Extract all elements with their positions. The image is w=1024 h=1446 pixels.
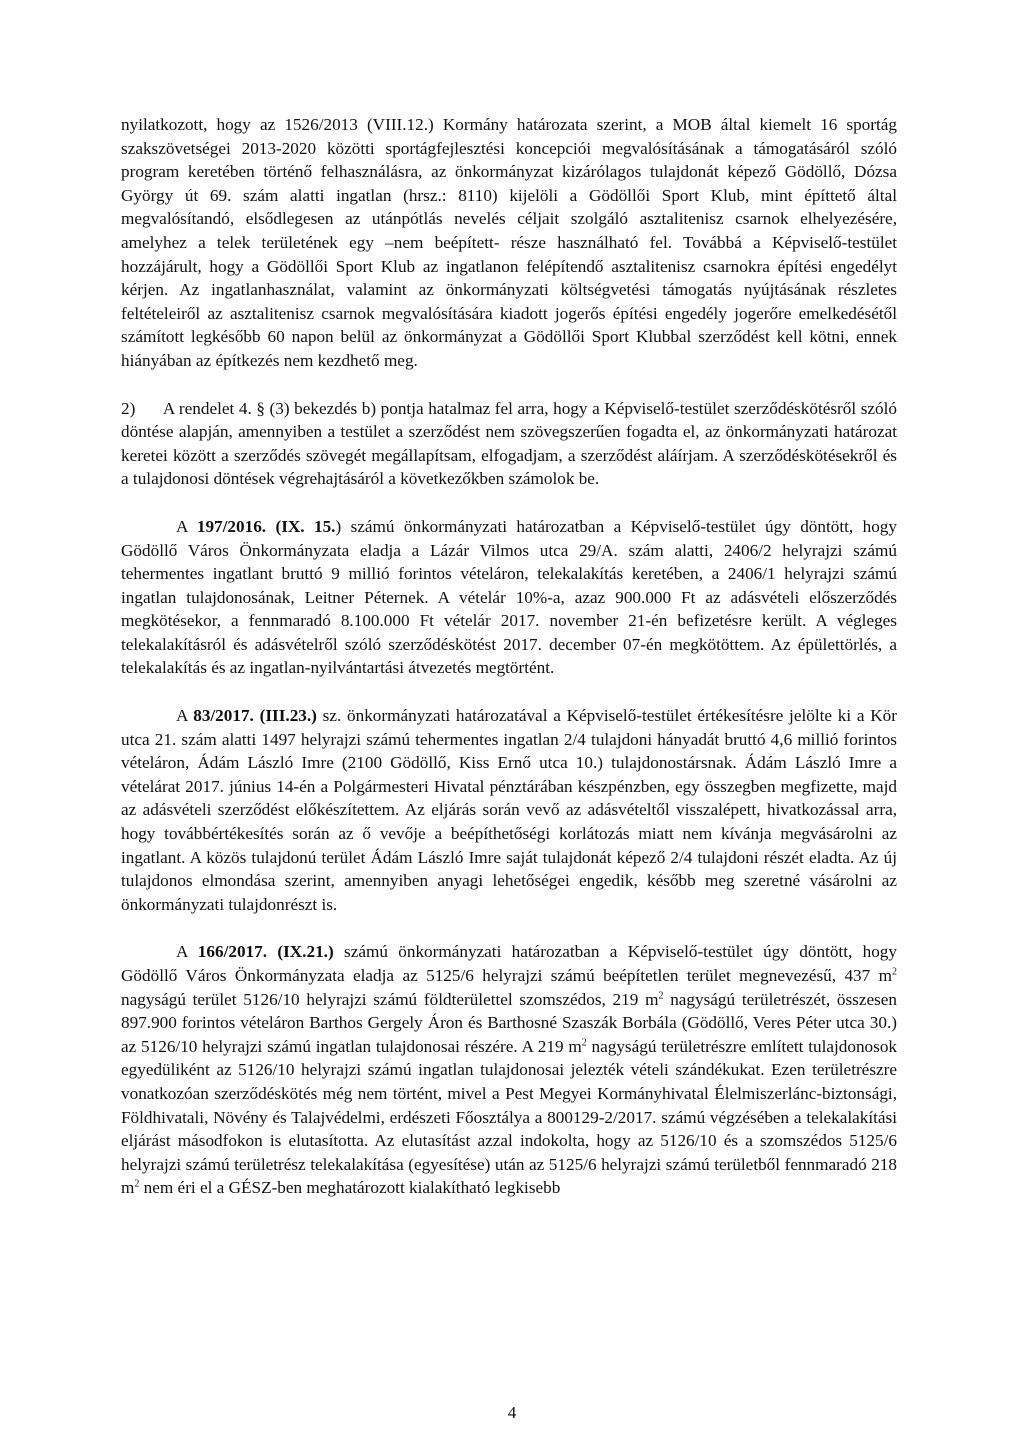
paragraph-decision-83 [121,704,897,916]
paragraph-gap [121,491,897,515]
paragraph-decision-197 [121,515,897,680]
decision-text-a: számú önkormányzati határozatban a Képviselő-testület úgy döntött, hogy Gödöllő Város Önkormányzata eladja az 5125/6 helyrajzi számú beépítetlen terület megnevezésű, 437 m [121,942,897,985]
superscript: 2 [581,1037,587,1049]
decision-lead: A [176,516,197,536]
decision-text-c: nagyságú területrészét, összesen 897.900 forintos vételáron Barthos Gergely Áron és Barthosné Szaszák Borbála (Gödöllő, Veres Péter utca 30.) az 5126/10 helyrajzi számú ingatlan tulajdonosai részére. A 219 m [121,989,898,1056]
paragraph-gap [121,373,897,397]
item-text: A rendelet 4. § (3) bekezdés b) pontja hatalmaz fel arra, hogy a Képviselő-testület szerződéskötésről szóló döntése alapján, amennyiben a testület a szerződést nem szövegszerűen fogadta el, az önkormányzati határozat keretei között a szerződés szövegét megállapítsam, elfogadjam, a szerződést aláírjam. A szerződéskötésekről és a tulajdonosi döntések végrehajtásáról a következőkben számolok be. [121,398,897,489]
paragraph-decision-166 [121,940,897,1200]
superscript: 2 [134,1178,140,1190]
decision-number: 197/2016. (IX. 15. [196,516,336,536]
decision-number: 166/2017. (IX.21.) [197,942,334,962]
page-number: 4 [507,1403,517,1422]
decision-text: ) számú önkormányzati határozatban a Képviselő-testület úgy döntött, hogy Gödöllő Város Önkormányzata eladja a Lázár Vilmos utca 29/A. szám alatti, 2406/2 helyrajzi számú tehermentes ingatlant bruttó 9 millió forintos vételáron, telekalakítás keretében, a 2406/1 helyrajzi számú ingatlan tulajdonosának, Leitner Péternek. A vételár 10%-a, azaz 900.000 Ft az adásvételi előszerződés megkötésekor, a fennmaradó 8.100.000 Ft vételár 2017. november 21-én befizetésre került. A végleges telekalakításról és adásvételről szóló szerződéskötést 2017. december 07-én megkötöttem. Az épülettörlés, a telekalakítás és az ingatlan-nyilvántartási átvezetés megtörtént. [121,516,897,678]
decision-number: 83/2017. (III.23.) [193,706,317,726]
paragraph-gap [121,680,897,704]
document-page [121,113,897,1200]
decision-text-b: nagyságú terület 5126/10 helyrajzi számú földterülettel szomszédos, 219 m [121,989,659,1009]
item-number: 2) [121,398,136,418]
decision-lead: A [176,942,198,962]
paragraph-item-2 [121,397,897,491]
decision-text-d: nagyságú területrészre említett tulajdonosok egyedüliként az 5126/10 helyrajzi számú ingatlan tulajdonosai jelezték vételi szándékukat. Ezen területrészre vonatkozóan szerződéskötés még nem történt, mivel a Pest Megyei Kormányhivatal Élelmiszerlánc-biztonsági, Földhivatali, Növény és Talajvédelmi, erdészeti Főosztálya a 800129-2/2017. számú végzésében a telekalakítási eljárást másodfokon is elutasította. Az elutasítást azzal indokolta, hogy az 5126/10 és a szomszédos 5125/6 helyrajzi számú területrész telekalakítása (egyesítése) után az 5125/6 helyrajzi számú területből fennmaradó 218 m [121,1036,898,1198]
superscript: 2 [892,966,897,978]
superscript: 2 [658,989,664,1001]
decision-text-e: nem éri el a GÉSZ-ben meghatározott kialakítható legkisebb [139,1178,561,1198]
paragraph-gap [121,916,897,940]
paragraph-continuation: nyilatkozott, hogy az 1526/2013 (VIII.12.) Kormány határozata szerint, a MOB által kiemelt 16 sportág szakszövetségei 2013-2020 közötti sportágfejlesztési koncepciói megvalósításának a támogatásáról szóló program keretében történő felhasználásra, az önkormányzat kizárólagos tulajdonát képező Gödöllő, Dózsa György út 69. szám alatti ingatlan (hrsz.: 8110) kijelöli a Gödöllői Sport Klub, mint építtető által megvalósítandó, elsődlegesen az utánpótlás nevelés céljait szolgáló asztalitenisz csarnok elhelyezésére, amelyhez a telek területének egy –nem beépített- része használható fel. Továbbá a Képviselő-testület hozzájárult, hogy a Gödöllői Sport Klub az ingatlanon felépítendő asztalitenisz csarnokra építési engedélyt kérjen. Az ingatlanhasználat, valamint az önkormányzati költségvetési támogatás nyújtásának részletes feltételeiről az asztalitenisz csarnok megvalósítására kiadott jogerős építési engedély jogerőre emelkedésétől számított legkésőbb 60 napon belül az önkormányzat a Gödöllői Sport Klubbal szerződést kell kötni, ennek hiányában az építkezés nem kezdhető meg. [121,115,897,370]
decision-lead: A [176,706,194,726]
decision-text: sz. önkormányzati határozatával a Képviselő-testület értékesítésre jelölte ki a Kör utca 21. szám alatti 1497 helyrajzi számú tehermentes ingatlan 2/4 tulajdoni hányadát bruttó 4,6 millió forintos vételáron, Ádám László Imre (2100 Gödöllő, Kiss Ernő utca 10.) tulajdonostársnak. Ádám László Imre a vételárat 2017. június 14-én a Polgármesteri Hivatal pénztárában készpénzben, egy összegben megfizette, majd az adásvételi szerződést előkészítettem. Az eljárás során vevő az adásvételtől visszalépett, hivatkozással arra, hogy továbbértékesítés során az ő vevője a beépíthetőségi korlátozás miatt nem kívánja megvásárolni az ingatlant. A közös tulajdonú terület Ádám László Imre saját tulajdonát képező 2/4 tulajdoni részét eladta. Az új tulajdonos elmondása szerint, amennyiben anyagi lehetőségei engedik, később meg szeretné vásárolni az önkormányzati tulajdonrészt is. [121,706,897,914]
